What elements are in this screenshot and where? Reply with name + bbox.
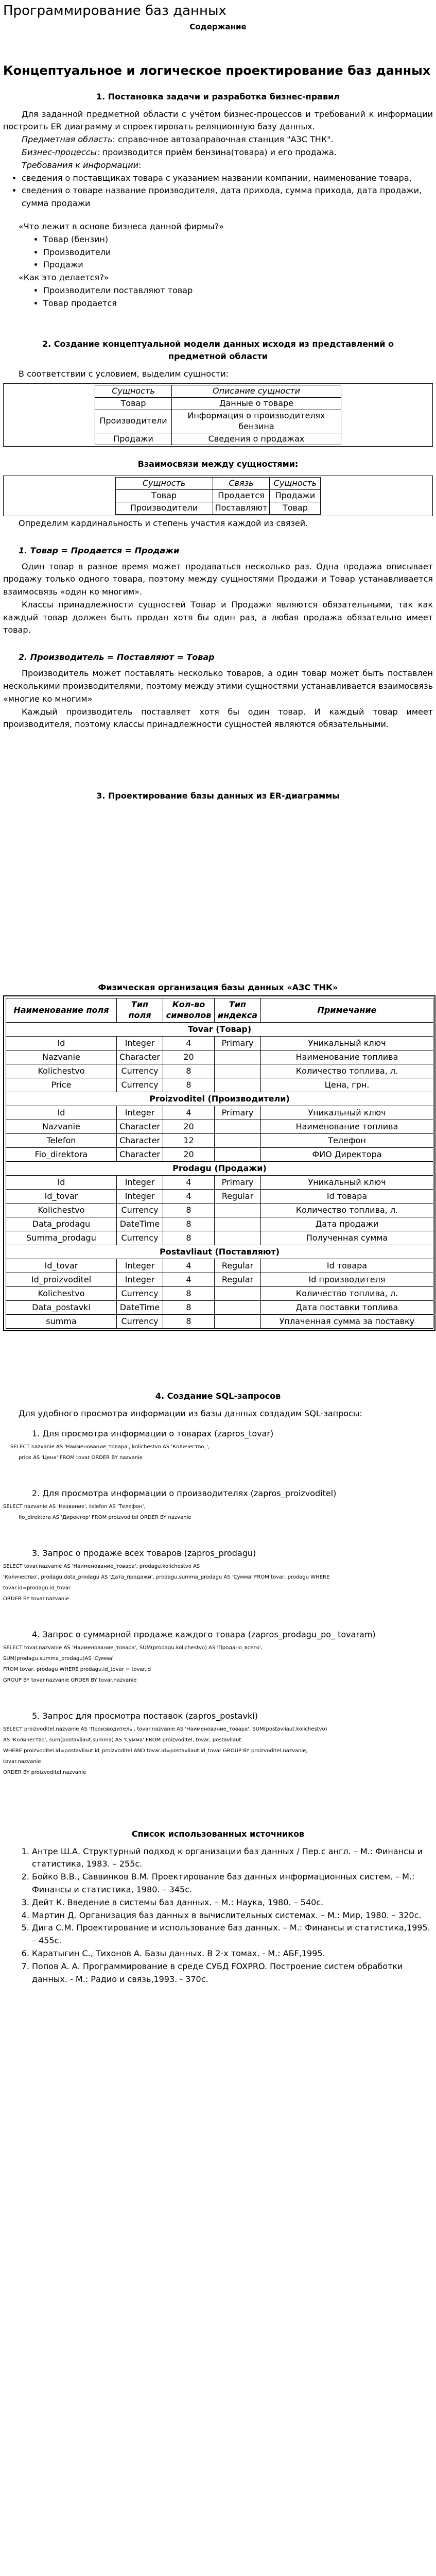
table-cell: Уникальный ключ [261,1036,433,1050]
list-item: • Товар продается [43,297,433,310]
table-row [6,1286,433,1300]
physical-table [6,998,433,1329]
table-cell: Price [6,1078,117,1092]
toc-title[interactable]: Содержание [189,22,247,32]
table-row [6,1231,433,1245]
table-cell: Integer [117,1175,163,1189]
table-header: Сущность [270,478,321,490]
table-cell [215,1050,261,1064]
table-header: Примечание [261,998,433,1023]
list-item: 2. Бойко В.В., Саввинков В.М. Проектирование баз данных информационных систем. – М.: Финансы и статистика, 1980. – 345с. [32,1871,433,1896]
req-list [3,172,433,210]
table-cell: Товар [270,502,321,514]
q1-list [3,233,433,272]
table-cell: Производители [115,502,213,514]
list-item: 6. Каратыгин С., Тихонов А. Базы данных. В 2-х томах. - М.: АБF,1995. [32,1947,433,1960]
list-item: 4. Мартин Д. Организация баз данных в вычислительных системах. – М.: Мир, 1980. – 320с. [32,1909,433,1922]
table-cell [215,1120,261,1133]
table-cell: Character [117,1147,163,1161]
table-cell: 8 [163,1203,215,1217]
table-cell: Наименование топлива [261,1050,433,1064]
table-group-name: Prodagu (Продажи) [6,1161,433,1175]
sql-line: GROUP BY tovar.nazvanie ORDER BY tovar.nazvanie [3,1677,137,1683]
table-cell: 8 [163,1064,215,1078]
table-cell: Integer [117,1036,163,1050]
section-1-heading: 1. Постановка задачи и разработка бизнес-правил [96,91,340,101]
table-cell: Полученная сумма [261,1231,433,1245]
table-cell: Primary [215,1175,261,1189]
sql-line: WHERE proizvoditel.id=postavliaut.id_proizvoditel AND tovar.id=postavliaut.id_tovar GROUP BY proizvoditel.nazvanie, [3,1748,308,1754]
list-item: 1. Антре Ш.А. Структурный подход к организации баз данных / Пер.с англ. – М.: Финансы и статистика, 1983. – 255с. [32,1845,433,1871]
table-cell [215,1217,261,1231]
relations-table [115,477,321,514]
table-cell: 4 [163,1259,215,1273]
table-cell: Id [6,1036,117,1050]
list-item: 7. Попов А. А. Программирование в среде СУБД FOXPRO. Построение систем обработки данных. - М.: Радио и связь,1993. - 370с. [32,1960,433,1986]
sql-line: tovar.nazvanie [3,1758,41,1765]
entities-table [95,385,341,445]
table-cell: Integer [117,1189,163,1203]
table-cell: 8 [163,1314,215,1328]
sql-line: AS 'Количество', sum(postavliaut.summa) AS 'Сумма' FROM proizvoditel, tovar, postavliaut [3,1737,241,1743]
sql-block [3,1644,433,1684]
table-cell: Character [117,1133,163,1147]
list-item: • Товар (бензин) [43,233,433,246]
table-cell: Информация о производителях бензина [172,410,341,433]
s1-domain-text: : справочное автозаправочная станция "АЗС ТНК". [112,134,334,145]
table-cell: Id товара [261,1189,433,1203]
sql-line: price AS 'Цена' FROM tovar ORDER BY nazvanie [19,1454,143,1461]
table-cell: Currency [117,1203,163,1217]
s1-req-text: : [138,160,142,170]
table-cell: Продажи [95,433,172,445]
s1-req [3,159,433,172]
table-cell: Сведения о продажах [172,433,341,445]
table-cell: Id_proizvoditel [6,1273,117,1286]
relation-2-title: 2. Производитель = Поставляют = Товар [19,652,215,663]
list-item: • Производители поставляют товар [43,284,433,297]
rel2-p2: Каждый производитель поставляет хотя бы один товар. И каждый товар имеет производителя, поэтому классы принадлежности сущностей являются обязательными. [3,706,433,730]
table-cell: Товар [95,398,172,410]
table-cell: Количество топлива, л. [261,1286,433,1300]
table-cell: Производители [95,410,172,433]
table-cell: Kolichestvo [6,1064,117,1078]
table-cell: Data_prodagu [6,1217,117,1231]
table-cell: 4 [163,1175,215,1189]
list-item: • сведения о товаре название производителя, дата прихода, сумма прихода, дата продажи, сумма продажи [22,184,433,210]
list-item: • сведения о поставщиках товара с указанием названии компании, наименование товара, [22,172,433,185]
list-item: • Производители [43,246,433,259]
sql-line: tovar.id=prodagu.id_tovar [3,1585,71,1591]
sql-line: SELECT tovar.nazvanie AS 'Наименование_товара', prodagu.kolichestvo AS [3,1563,200,1569]
sql-line: ORDER BY tovar.nazvanie [3,1596,69,1602]
table-header: Сущность [115,478,213,490]
table-header: Кол-во символов [163,998,215,1023]
table-cell: DateTime [117,1217,163,1231]
table-cell: 8 [163,1286,215,1300]
sql-block [3,1563,433,1603]
table-cell: Уникальный ключ [261,1175,433,1189]
table-group-name: Postavliaut (Поставляют) [6,1245,433,1259]
table-cell: Id товара [261,1259,433,1273]
table-cell: Currency [117,1064,163,1078]
table-cell: 8 [163,1231,215,1245]
table-header: Сущность [95,385,172,398]
table-header: Тип индекса [215,998,261,1023]
q2-list [3,284,433,310]
table-header: Наименование поля [6,998,117,1023]
section-3-heading: 3. Проектирование базы данных из ER-диаграммы [96,791,340,801]
table-cell: Currency [117,1286,163,1300]
rel1-p2: Классы принадлежности сущностей Товар и Продажи являются обязательными, так как каждый товар должен быть продан хотя бы один раз, а любая продажа обязательно имеет товар. [3,599,433,635]
s1-domain [3,133,433,146]
sql-line: 'Количество', prodagu.data_prodagu AS 'Дата_продажи', prodagu.summa_prodagu AS 'Сумма' FROM tovar, prodagu WHERE [3,1574,330,1580]
table-group-row [6,1022,433,1036]
table-row [6,1300,433,1314]
table-row [6,1189,433,1203]
table-cell: Fio_direktora [6,1147,117,1161]
table-cell: Nazvanie [6,1050,117,1064]
er-diagram-placeholder [3,807,433,982]
table-row [6,1203,433,1217]
table-group-row [6,1161,433,1175]
table-cell [215,1133,261,1147]
table-cell: Уникальный ключ [261,1106,433,1120]
table-cell: Currency [117,1231,163,1245]
sql-line: SUM(prodagu.summa_prodagu)AS 'Сумма' [3,1655,114,1662]
sql-line: SELECT nazvanie AS 'Наименование_товара', kolichestvo AS 'Количество_', [10,1444,210,1450]
s1-req-label: Требования к информации [22,160,139,170]
table-cell: Id [6,1106,117,1120]
table-header: Описание сущности [172,385,341,398]
sql-block [3,1443,433,1462]
table-cell: summa [6,1314,117,1328]
table-cell: Kolichestvo [6,1203,117,1217]
table-cell: Наименование топлива [261,1120,433,1133]
entities-table-frame [3,383,433,447]
table-group-name: Tovar (Товар) [6,1022,433,1036]
table-cell: Id производителя [261,1273,433,1286]
table-cell: 4 [163,1189,215,1203]
table-cell: Дата поставки топлива [261,1300,433,1314]
table-cell: 4 [163,1036,215,1050]
table-cell: Kolichestvo [6,1286,117,1300]
sql-line: fio_direktora AS 'Директор' FROM proizvoditel ORDER BY nazvanie [19,1514,191,1520]
table-cell: Уплаченная сумма за поставку [261,1314,433,1328]
table-row [6,1120,433,1133]
queries-container [3,1428,433,1795]
table-cell [215,1314,261,1328]
table-cell: Currency [117,1314,163,1328]
table-group-row [6,1245,433,1259]
table-group-row [6,1092,433,1106]
table-cell: Поставляют [213,502,270,514]
table-row [6,1147,433,1161]
table-cell: Regular [215,1259,261,1273]
sql-block [3,1503,433,1521]
site-title: Программирование баз данных [3,3,226,19]
s1-bp [3,146,433,159]
table-cell: Id_tovar [6,1189,117,1203]
table-cell: Nazvanie [6,1120,117,1133]
rel2-p1: Производитель может поставлять несколько товаров, а один товар может быть поставлен несколькими производителями, поэтому между этими сущностями устанавливается взаимосвязь «многие ко многим» [3,668,433,704]
table-cell: 20 [163,1120,215,1133]
table-cell: Integer [117,1273,163,1286]
physical-table-frame [3,995,435,1331]
table-cell: Regular [215,1273,261,1286]
s2-intro: В соответствии с условием, выделим сущности: [19,368,229,379]
table-cell: 8 [163,1078,215,1092]
rel1-p1: Один товар в разное время может продаваться несколько раз. Одна продажа описывает продажу только одного товара, поэтому между сущностями Продажи и Товар устанавливается взаимосвязь «один ко многим». [3,561,433,597]
table-row [6,1078,433,1092]
query-title: 2. Для просмотра информации о производителях (zapros_proizvoditel) [32,1488,337,1498]
table-cell: Id_tovar [6,1259,117,1273]
section-2-heading: 2. Создание концептуальной модели данных исходя из представлений о предметной области [42,338,394,361]
table-cell: 12 [163,1133,215,1147]
s1-question-2: «Как это делается?» [19,273,109,283]
table-row [6,1106,433,1120]
table-cell: Data_postavki [6,1300,117,1314]
table-cell: ФИО Директора [261,1147,433,1161]
s1-intro: Для заданной предметной области с учётом бизнес-процессов и требований к информации построить ER диаграмму и спроектировать реляционную базу данных. [3,109,433,132]
table-cell: Данные о товаре [172,398,341,410]
table-cell: Currency [117,1078,163,1092]
main-title: Концептуальное и логическое проектирование баз данных [3,63,431,78]
section-4-heading: 4. Создание SQL-запросов [155,1391,281,1401]
list-item: • Продажи [43,259,433,272]
table-cell: 4 [163,1106,215,1120]
table-cell [215,1286,261,1300]
table-cell: Дата продажи [261,1217,433,1231]
s1-domain-label: Предметная область [22,134,113,145]
query-title: 1. Для просмотра информации о товарах (zapros_tovar) [32,1428,274,1438]
table-row [6,1259,433,1273]
table-cell: 20 [163,1050,215,1064]
table-cell: Количество топлива, л. [261,1064,433,1078]
table-row [6,1175,433,1189]
table-cell: Character [117,1120,163,1133]
table-row [6,1217,433,1231]
query-title: 5. Запрос для просмотра поставок (zapros_postavki) [32,1710,258,1721]
table-cell: Продается [213,490,270,502]
table-cell [215,1231,261,1245]
table-cell [215,1147,261,1161]
table-cell [215,1078,261,1092]
phys-title: Физическая организация базы данных «АЗС ТНК» [98,982,338,993]
table-cell: Цена, грн. [261,1078,433,1092]
table-cell [215,1300,261,1314]
table-cell: 8 [163,1217,215,1231]
sql-line: SELECT nazvanie AS 'Название', telefon AS 'Телефон', [3,1503,146,1510]
s1-bp-label: Бизнес-процессы [22,147,97,157]
table-row [6,1273,433,1286]
table-cell: Id [6,1175,117,1189]
table-header: Связь [213,478,270,490]
table-cell: Primary [215,1106,261,1120]
refs-heading: Список использованных источников [131,1828,305,1839]
table-row [6,1050,433,1064]
query-title: 3. Запрос о продаже всех товаров (zapros_prodagu) [32,1548,256,1558]
refs-list [3,1845,433,1986]
table-cell: Продажи [270,490,321,502]
relations-title: Взаимосвязи между сущностями: [137,459,299,469]
sql-block [3,1725,433,1776]
table-group-name: Proizvoditel (Производители) [6,1092,433,1106]
sql-line: FROM tovar, prodagu WHERE prodagu.id_tovar = tovar.id [3,1666,151,1672]
table-cell: Regular [215,1189,261,1203]
cardinality-text: Определим кардинальность и степень участия каждой из связей. [19,518,308,528]
table-cell: 20 [163,1147,215,1161]
sql-line: SELECT proizvoditel.nazvanie AS 'Производитель', tovar.nazvanie AS 'Наименование_товара', SUM(postavliaut.kolichestvo) [3,1726,327,1732]
table-cell [215,1203,261,1217]
table-cell: Integer [117,1259,163,1273]
list-item: 3. Дейт К. Введение в системы баз данных. – М.: Наука, 1980. – 540с. [32,1896,433,1909]
relations-table-frame [3,476,433,516]
table-row [6,1064,433,1078]
table-cell: Integer [117,1106,163,1120]
table-cell: DateTime [117,1300,163,1314]
table-header: Тип поля [117,998,163,1023]
table-cell: Character [117,1050,163,1064]
table-cell: Количество топлива, л. [261,1203,433,1217]
table-cell [215,1064,261,1078]
table-row [6,1036,433,1050]
table-cell: 8 [163,1300,215,1314]
list-item: 5. Дига С.М. Проектирование и использование баз данных. – М.: Финансы и статистика,1995. – 455с. [32,1922,433,1947]
table-cell: Telefon [6,1133,117,1147]
table-cell: 4 [163,1273,215,1286]
table-cell: Primary [215,1036,261,1050]
table-cell: Товар [115,490,213,502]
relation-1-title: 1. Товар = Продается = Продажи [19,545,180,555]
sql-line: ORDER BY proizvoditel.nazvanie [3,1769,86,1775]
query-title: 4. Запрос о суммарной продаже каждого товара (zapros_prodagu_po_ tovaram) [32,1629,376,1639]
sql-line: SELECT tovar.nazvanie AS 'Наименование_товара', SUM(prodagu.kolichestvo) AS 'Продано_всего', [3,1645,263,1651]
table-cell: Телефон [261,1133,433,1147]
s1-bp-text: : производится приём бензина(товара) и его продажа. [97,147,337,157]
s1-question-1: «Что лежит в основе бизнеса данной фирмы?» [19,221,224,231]
s4-intro: Для удобного просмотра информации из базы данных создадим SQL-запросы: [19,1408,362,1418]
table-cell: Summa_prodagu [6,1231,117,1245]
table-row [6,1314,433,1328]
table-row [6,1133,433,1147]
